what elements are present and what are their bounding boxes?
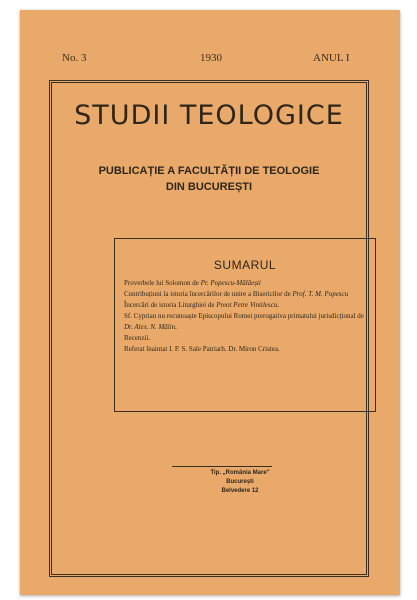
toc-item: Sf. Cyprian nu recunoaște Episcopului Romei prerogativa primatului jurisdicțional de Dr. Alex. N. Mălin. [124, 312, 364, 331]
toc-item: Încercări de istoria Liturghiei de Preot Petre Vintilescu. [124, 301, 280, 309]
toc-item: Contribuțiuni la istoria încercărilor de unire a Bisericilor de Prof. T. M. Popescu [124, 290, 349, 298]
summary-heading: SUMARUL [213, 258, 277, 272]
printer-address: Belvedere 12 [221, 488, 259, 494]
toc-item: Recenzii. [124, 334, 151, 342]
volume-label: ANUL I [313, 52, 350, 64]
subtitle-line-1: PUBLICAȚIE A FACULTĂȚII DE TEOLOGIE [98, 165, 320, 177]
printer-city: București [226, 479, 254, 485]
issue-number: No. 3 [62, 52, 87, 64]
printer-divider [172, 466, 272, 467]
printer-name: Tip. „România Mare" [210, 470, 270, 476]
journal-title: STUDII TEOLOGICE [74, 100, 344, 131]
toc-item: Proverbele lui Solomon de Pr. Popescu-Mălăești [124, 279, 261, 287]
issue-year: 1930 [200, 52, 222, 64]
printer-imprint [170, 469, 310, 496]
toc-item: Referat înaintat I. P. S. Sale Patriarh. Dr. Miron Cristea. [124, 345, 280, 353]
subtitle-line-2: DIN BUCUREȘTI [165, 181, 253, 193]
table-of-contents [124, 278, 366, 355]
